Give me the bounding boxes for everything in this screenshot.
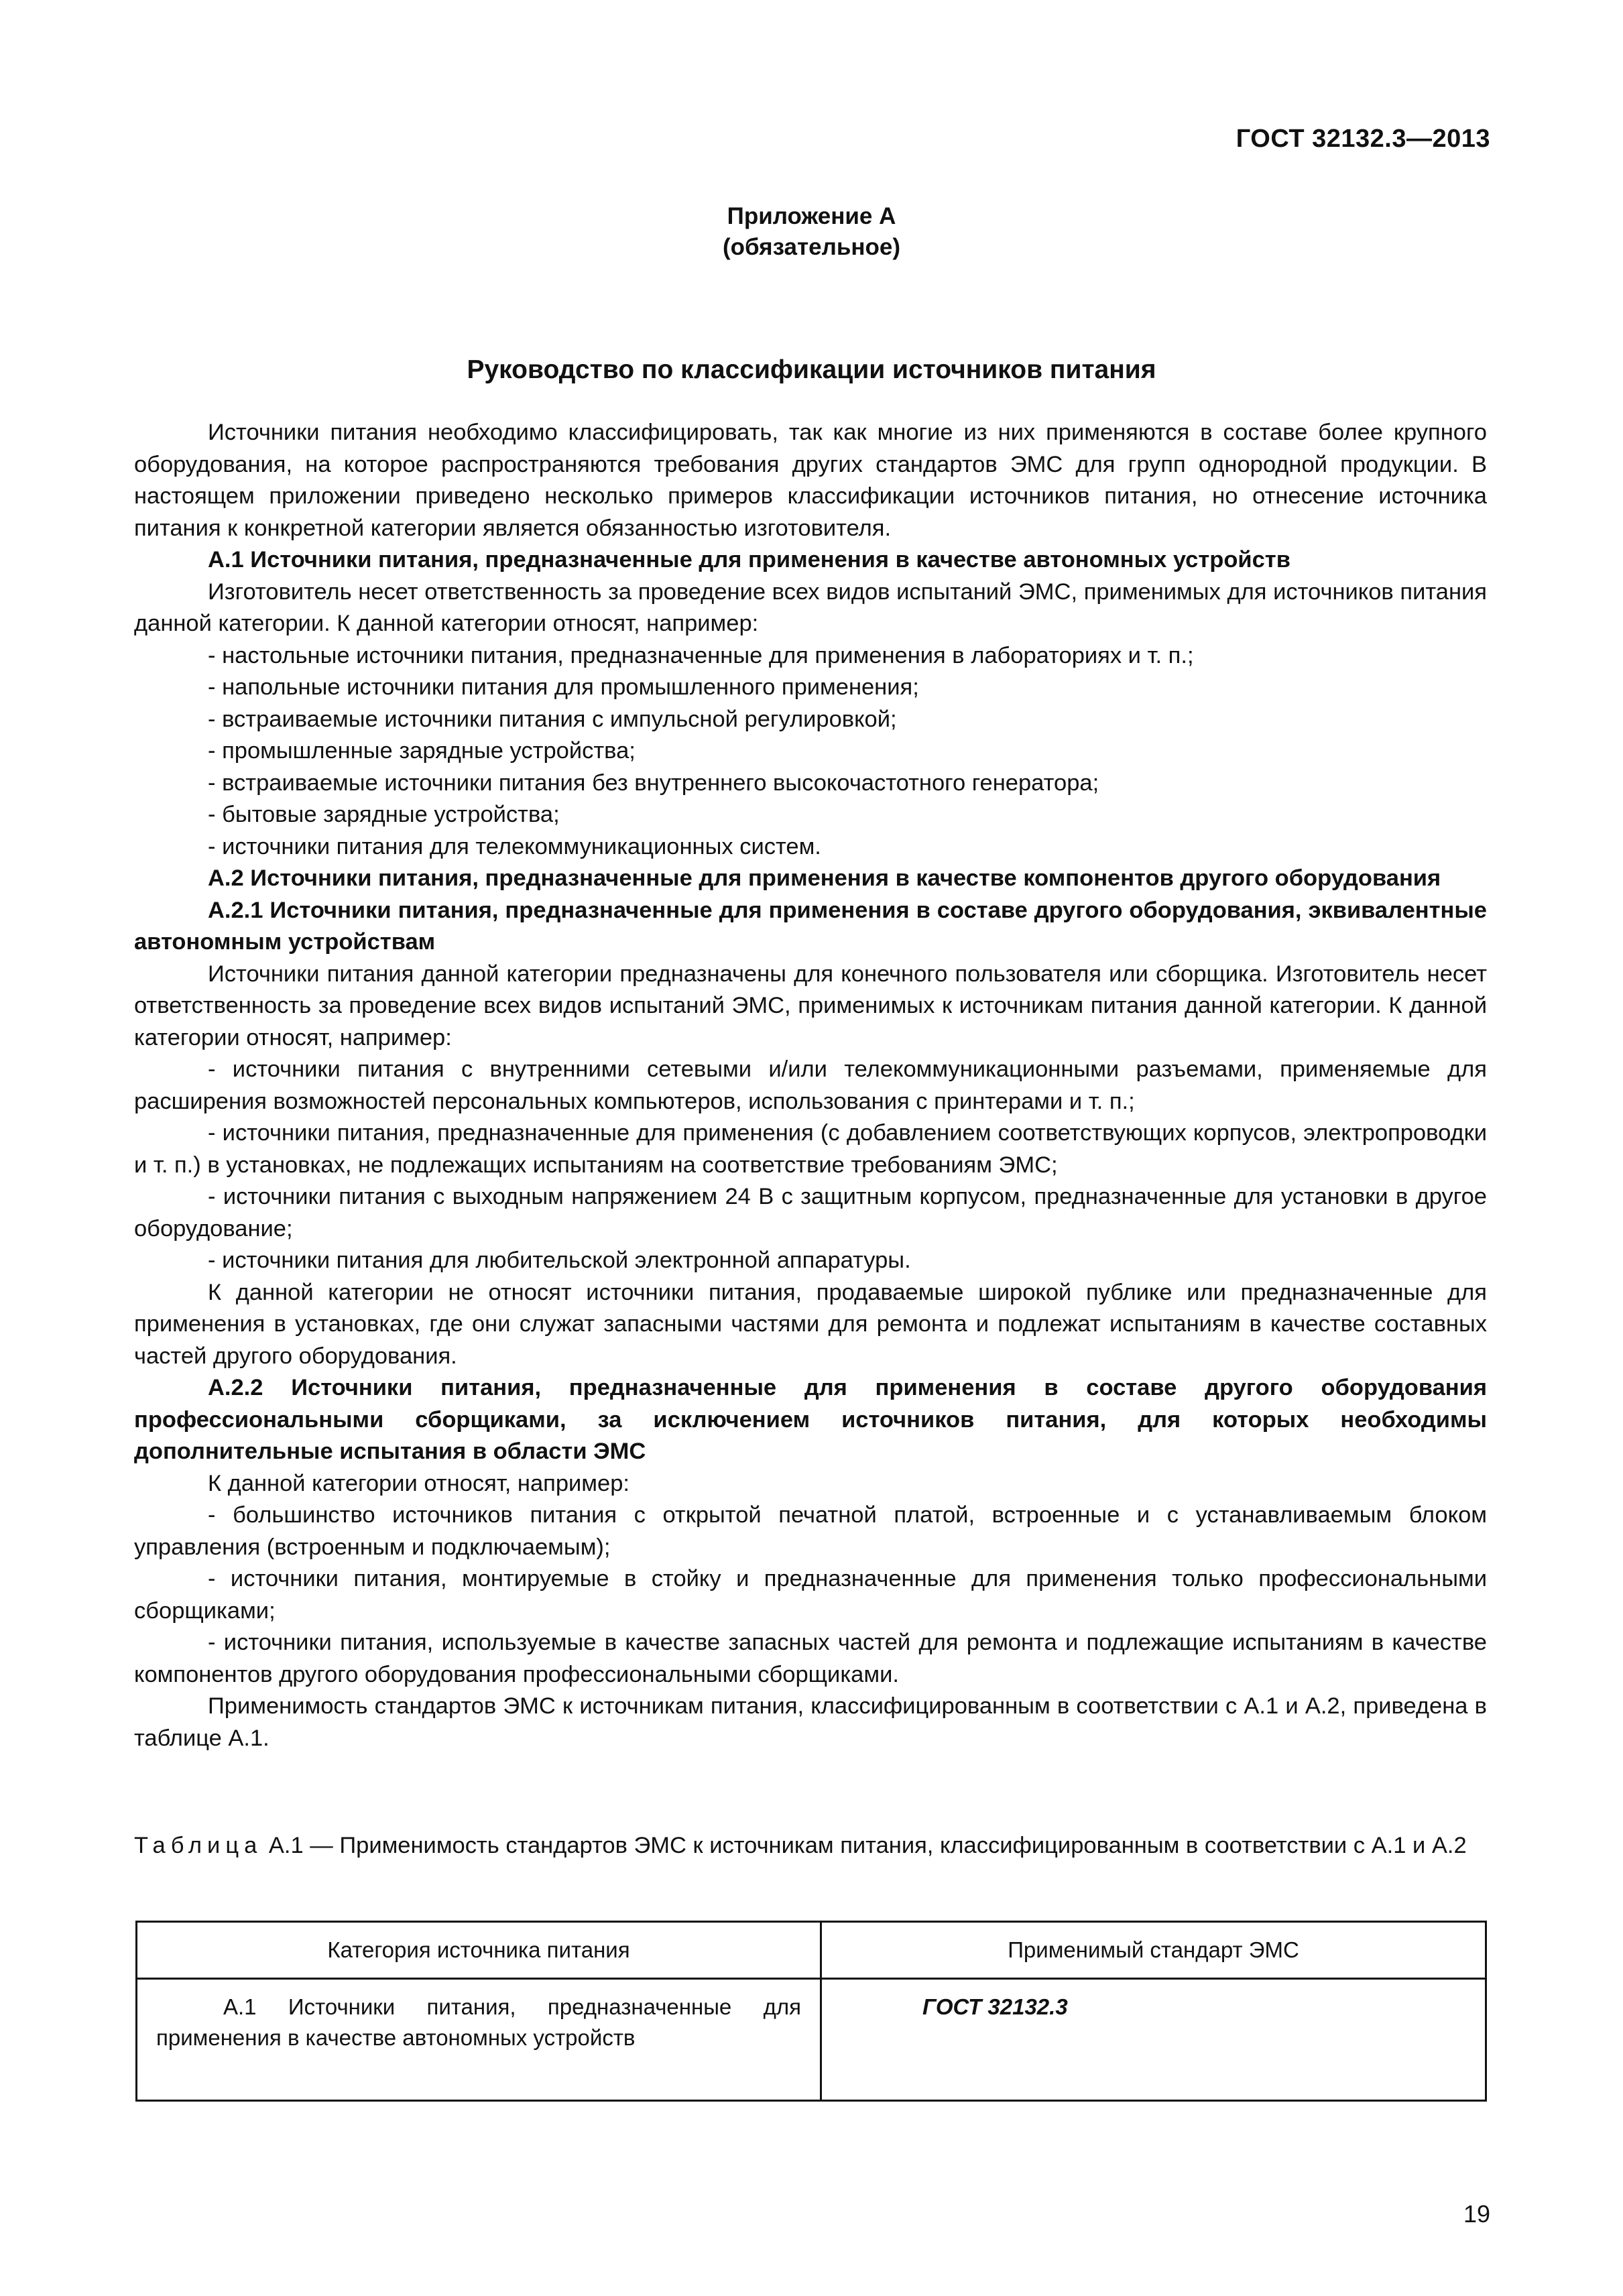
- table-cell-category: А.1 Источники питания, предназначенные для применения в качестве автономных устройств: [137, 1979, 821, 2101]
- paragraph: - встраиваемые источники питания без внутреннего высокочастотного генератора;: [208, 770, 1099, 796]
- table-header-row: [137, 1922, 1486, 1979]
- paragraph: Применимость стандартов ЭМС к источникам питания, классифицированным в соответствии с А.1 и А.2, приведена в таблице А.1.: [134, 1693, 1487, 1751]
- paragraph: - источники питания, предназначенные для применения (с добавлением соответствующих корпусов, электропроводки и т. п.) в установках, не подлежащих испытаниям на соответствие требованиям ЭМС;: [134, 1120, 1487, 1178]
- appendix-heading: [0, 201, 1623, 263]
- paragraph: Изготовитель несет ответственность за проведение всех видов испытаний ЭМС, применимых для источников питания данной категории. К данной категории относят, например:: [134, 579, 1487, 636]
- table-caption-text: А.1 — Применимость стандартов ЭМС к источникам питания, классифицированным в соответствии с А.1 и А.2: [268, 1833, 1467, 1858]
- paragraph: - большинство источников питания с открытой печатной платой, встроенные и с устанавливаемым блоком управления (встроенным и подключаемым);: [134, 1502, 1487, 1560]
- paragraph: К данной категории относят, например:: [208, 1470, 629, 1496]
- section-heading: А.2.2 Источники питания, предназначенные для применения в составе другого оборудования профессиональными сборщиками, за исключением источников питания, для которых необходимы дополнительные испытания в области ЭМС: [134, 1375, 1487, 1464]
- table-caption-label: Таблица: [134, 1833, 263, 1858]
- paragraph: - источники питания, монтируемые в стойку и предназначенные для применения только профессиональными сборщиками;: [134, 1566, 1487, 1624]
- paragraph: - источники питания с внутренними сетевыми и/или телекоммуникационными разъемами, применяемые для расширения возможностей персональных компьютеров, использования с принтерами и т. п.;: [134, 1056, 1487, 1114]
- table-header-standard: Применимый стандарт ЭМС: [821, 1922, 1486, 1979]
- table-header-category: Категория источника питания: [137, 1922, 821, 1979]
- paragraph: - напольные источники питания для промышленного применения;: [208, 674, 919, 700]
- paragraph: Источники питания данной категории предназначены для конечного пользователя или сборщика. Изготовитель несет ответственность за проведение всех видов испытаний ЭМС, применимых к источникам питания данной категории. К данной категории относят, например:: [134, 961, 1487, 1050]
- standards-table: [135, 1921, 1487, 2102]
- paragraph: К данной категории не относят источники питания, продаваемые широкой публике или предназначенные для применения в установках, где они служат запасными частями для ремонта и подлежат испытаниям в качестве составных частей другого оборудования.: [134, 1279, 1487, 1369]
- section-title: Руководство по классификации источников питания: [467, 355, 1156, 384]
- appendix-status: (обязательное): [722, 234, 900, 260]
- paragraph: - встраиваемые источники питания с импульсной регулировкой;: [208, 706, 897, 732]
- section-heading: А.2.1 Источники питания, предназначенные для применения в составе другого оборудования, эквивалентные автономным устройствам: [134, 897, 1487, 955]
- page-number: 19: [1463, 2200, 1490, 2228]
- paragraph: Источники питания необходимо классифицировать, так как многие из них применяются в составе более крупного оборудования, на которое распространяются требования других стандартов ЭМС для групп однородной продукции. В настоящем приложении приведено несколько примеров классификации источников питания, но отнесение источника питания к конкретной категории является обязанностью изготовителя.: [134, 420, 1487, 541]
- paragraph: - промышленные зарядные устройства;: [208, 738, 636, 764]
- body-text: [134, 417, 1487, 1754]
- paragraph: - источники питания для любительской электронной аппаратуры.: [208, 1248, 911, 1273]
- paragraph: - источники питания для телекоммуникационных систем.: [208, 833, 821, 859]
- standard-code: ГОСТ 32132.3—2013: [1236, 125, 1490, 153]
- section-heading: А.2 Источники питания, предназначенные для применения в качестве компонентов другого оборудования: [208, 865, 1441, 891]
- appendix-title: Приложение А: [727, 203, 896, 229]
- table-row: [137, 1979, 1486, 2101]
- paragraph: - источники питания, используемые в качестве запасных частей для ремонта и подлежащие испытаниям в качестве компонентов другого оборудования профессиональными сборщиками.: [134, 1630, 1487, 1687]
- table-cell-standard: ГОСТ 32132.3: [821, 1979, 1486, 2101]
- paragraph: - бытовые зарядные устройства;: [208, 802, 560, 827]
- section-heading: А.1 Источники питания, предназначенные для применения в качестве автономных устройств: [208, 547, 1290, 572]
- table-caption: [134, 1830, 1487, 1862]
- paragraph: - источники питания с выходным напряжением 24 В с защитным корпусом, предназначенные для установки в другое оборудование;: [134, 1184, 1487, 1242]
- paragraph: - настольные источники питания, предназначенные для применения в лабораториях и т. п.;: [208, 642, 1194, 668]
